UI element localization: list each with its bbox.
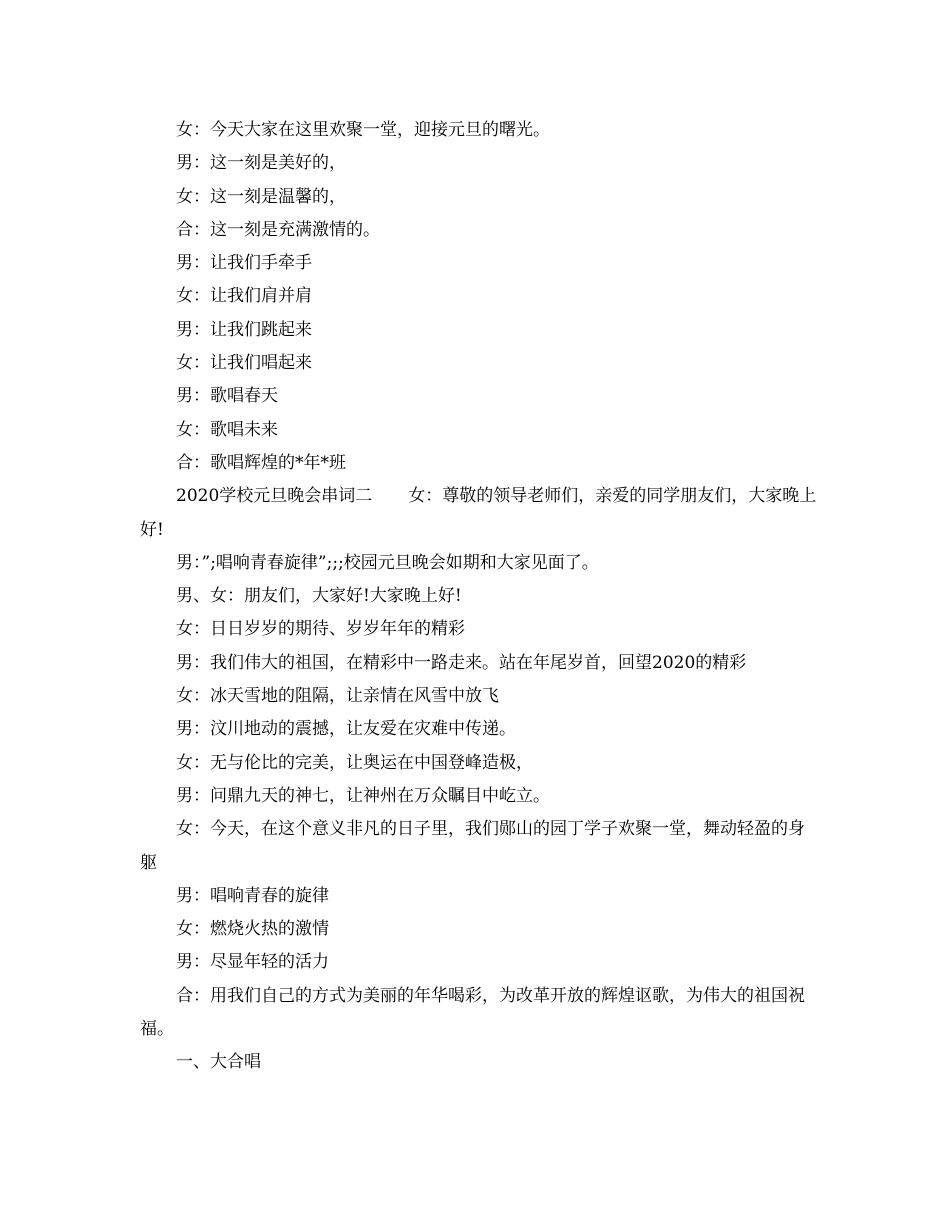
paragraph: 女：让我们肩并肩 [176, 286, 312, 307]
section-heading-paragraph [140, 480, 820, 547]
paragraph: 合：用我们自己的方式为美丽的年华喝彩，为改革开放的辉煌讴歌，为伟大的祖国祝福。 [140, 985, 805, 1040]
paragraph: 男：汶川地动的震撼，让友爱在灾难中传递。 [176, 719, 516, 740]
paragraph: 男、女：朋友们，大家好!大家晚上好! [176, 586, 462, 607]
paragraph: 合：歌唱辉煌的*年*班 [176, 452, 346, 473]
section-heading: 2020学校元旦晚会串词二 [176, 486, 373, 507]
paragraph: 男：唱响青春的旋律 [176, 885, 329, 906]
paragraph: 男：让我们手牵手 [176, 253, 312, 274]
paragraph: 男：问鼎九天的神七，让神州在万众瞩目中屹立。 [176, 785, 550, 806]
paragraph: 男：”;唱响青春旋律”;;;校园元旦晚会如期和大家见面了。 [176, 552, 599, 573]
paragraph: 女：歌唱未来 [176, 419, 278, 440]
paragraph: 女：无与伦比的完美，让奥运在中国登峰造极， [176, 752, 533, 773]
paragraph: 女：让我们唱起来 [176, 353, 312, 374]
paragraph: 女：这一刻是温馨的， [176, 186, 346, 207]
paragraph: 男：尽显年轻的活力 [176, 952, 329, 973]
document-body [140, 114, 820, 1080]
paragraph: 男：我们伟大的祖国，在精彩中一路走来。站在年尾岁首，回望2020的精彩 [176, 652, 747, 673]
list-heading: 一、大合唱 [176, 1052, 261, 1073]
paragraph: 男：让我们跳起来 [176, 319, 312, 340]
paragraph: 女：燃烧火热的激情 [176, 919, 329, 940]
paragraph-text: 女：尊敬的领导老师们，亲爱的同学朋友们，大家晚上好! [140, 486, 817, 540]
paragraph: 合：这一刻是充满激情的。 [176, 219, 380, 240]
paragraph: 女：今天，在这个意义非凡的日子里，我们郧山的园丁学子欢聚一堂，舞动轻盈的身躯 [140, 819, 805, 873]
paragraph: 男：歌唱春天 [176, 386, 278, 407]
paragraph: 女：冰天雪地的阻隔，让亲情在风雪中放飞 [176, 686, 499, 707]
paragraph: 男：这一刻是美好的， [176, 153, 346, 174]
paragraph: 女：日日岁岁的期待、岁岁年年的精彩 [176, 619, 465, 640]
paragraph: 女：今天大家在这里欢聚一堂，迎接元旦的曙光。 [176, 120, 550, 140]
